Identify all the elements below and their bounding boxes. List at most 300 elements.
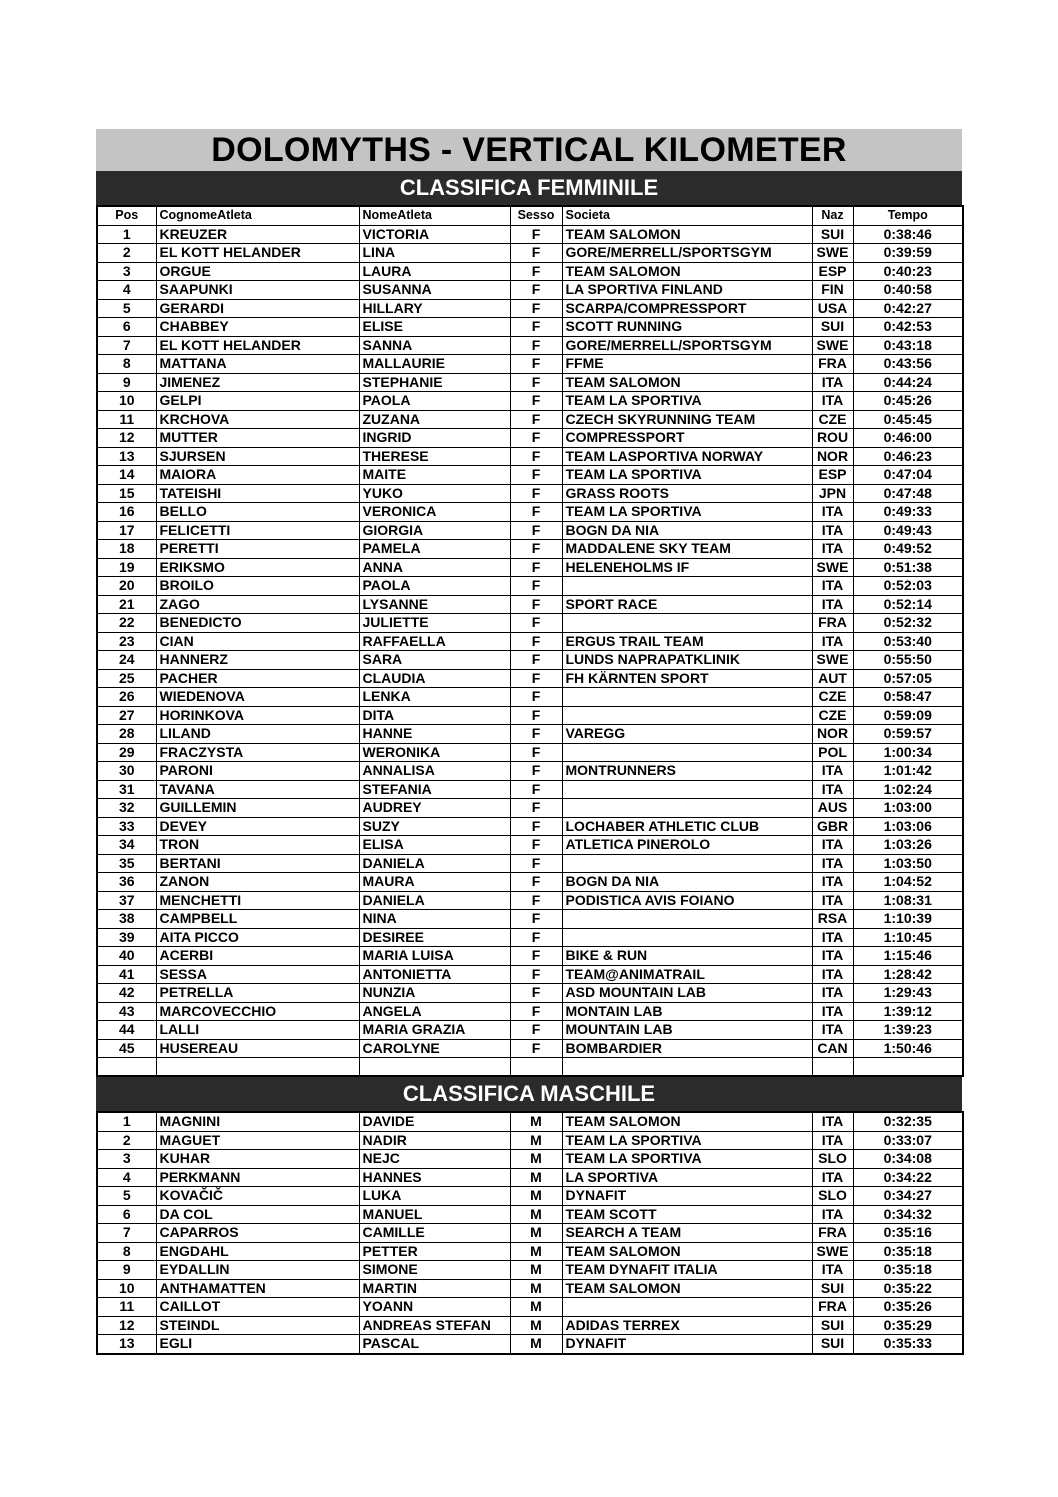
time-cell: 1:03:50 bbox=[853, 854, 963, 873]
nation-cell: NOR bbox=[812, 725, 853, 744]
time-cell: 0:43:18 bbox=[853, 336, 963, 355]
surname-cell: ZANON bbox=[156, 873, 359, 892]
surname-cell: BENEDICTO bbox=[156, 614, 359, 633]
club-cell: FH KÄRNTEN SPORT bbox=[562, 669, 812, 688]
name-cell: MARTIN bbox=[359, 1279, 510, 1298]
time-cell: 0:52:03 bbox=[853, 577, 963, 596]
nation-cell: FRA bbox=[812, 1298, 853, 1317]
sex-cell: F bbox=[510, 984, 562, 1003]
pos-cell: 39 bbox=[97, 928, 156, 947]
surname-cell: HANNERZ bbox=[156, 651, 359, 670]
club-cell: TEAM LA SPORTIVA bbox=[562, 1150, 812, 1169]
nation-cell: ESP bbox=[812, 466, 853, 485]
sex-cell: F bbox=[510, 225, 562, 244]
table-row bbox=[97, 947, 963, 966]
club-cell bbox=[562, 799, 812, 818]
table-row bbox=[97, 780, 963, 799]
nation-cell: CZE bbox=[812, 410, 853, 429]
column-header-surname: CognomeAtleta bbox=[156, 206, 359, 225]
club-cell: VAREGG bbox=[562, 725, 812, 744]
table-row bbox=[97, 1261, 963, 1280]
nation-cell: CZE bbox=[812, 706, 853, 725]
pos-cell: 42 bbox=[97, 984, 156, 1003]
sex-cell: M bbox=[510, 1316, 562, 1335]
sex-cell: M bbox=[510, 1242, 562, 1261]
nation-cell: ITA bbox=[812, 891, 853, 910]
surname-cell: MAGNINI bbox=[156, 1112, 359, 1131]
club-cell bbox=[562, 928, 812, 947]
nation-cell: ITA bbox=[812, 540, 853, 559]
table-row bbox=[97, 558, 963, 577]
pos-cell: 26 bbox=[97, 688, 156, 707]
name-cell: ZUZANA bbox=[359, 410, 510, 429]
pos-cell: 44 bbox=[97, 1021, 156, 1040]
name-cell: DAVIDE bbox=[359, 1112, 510, 1131]
club-cell bbox=[562, 688, 812, 707]
time-cell: 0:40:23 bbox=[853, 262, 963, 281]
pos-cell: 4 bbox=[97, 281, 156, 300]
club-cell: TEAM SALOMON bbox=[562, 1112, 812, 1131]
women-section-heading: CLASSIFICA FEMMINILE bbox=[96, 171, 962, 205]
nation-cell: ITA bbox=[812, 373, 853, 392]
surname-cell: CIAN bbox=[156, 632, 359, 651]
table-row bbox=[97, 373, 963, 392]
nation-cell: USA bbox=[812, 299, 853, 318]
name-cell: HANNES bbox=[359, 1168, 510, 1187]
club-cell bbox=[562, 780, 812, 799]
name-cell: HILLARY bbox=[359, 299, 510, 318]
time-cell: 0:45:26 bbox=[853, 392, 963, 411]
sex-cell: M bbox=[510, 1298, 562, 1317]
pos-cell: 37 bbox=[97, 891, 156, 910]
sex-cell: F bbox=[510, 558, 562, 577]
table-row bbox=[97, 651, 963, 670]
pos-cell: 16 bbox=[97, 503, 156, 522]
table-row bbox=[97, 928, 963, 947]
club-cell: MOUNTAIN LAB bbox=[562, 1021, 812, 1040]
nation-cell: FRA bbox=[812, 355, 853, 374]
surname-cell: CHABBEY bbox=[156, 318, 359, 337]
pos-cell: 6 bbox=[97, 318, 156, 337]
time-cell: 1:03:00 bbox=[853, 799, 963, 818]
sex-cell: F bbox=[510, 669, 562, 688]
table-row bbox=[97, 1021, 963, 1040]
nation-cell: FRA bbox=[812, 1224, 853, 1243]
time-cell: 1:39:12 bbox=[853, 1002, 963, 1021]
time-cell: 1:10:45 bbox=[853, 928, 963, 947]
time-cell: 0:42:53 bbox=[853, 318, 963, 337]
time-cell: 0:59:57 bbox=[853, 725, 963, 744]
pos-cell: 40 bbox=[97, 947, 156, 966]
sex-cell: M bbox=[510, 1150, 562, 1169]
name-cell: LAURA bbox=[359, 262, 510, 281]
club-cell: TEAM LA SPORTIVA bbox=[562, 1131, 812, 1150]
name-cell: DANIELA bbox=[359, 854, 510, 873]
name-cell: THERESE bbox=[359, 447, 510, 466]
club-cell: TEAM SCOTT bbox=[562, 1205, 812, 1224]
nation-cell: JPN bbox=[812, 484, 853, 503]
surname-cell: ORGUE bbox=[156, 262, 359, 281]
sex-cell: M bbox=[510, 1261, 562, 1280]
club-cell: TEAM SALOMON bbox=[562, 1279, 812, 1298]
surname-cell: SESSA bbox=[156, 965, 359, 984]
time-cell: 0:51:38 bbox=[853, 558, 963, 577]
surname-cell: SAAPUNKI bbox=[156, 281, 359, 300]
sex-cell: F bbox=[510, 743, 562, 762]
pos-cell: 45 bbox=[97, 1039, 156, 1058]
table-row bbox=[97, 910, 963, 929]
column-header-sex: Sesso bbox=[510, 206, 562, 225]
pos-cell: 27 bbox=[97, 706, 156, 725]
name-cell: MAITE bbox=[359, 466, 510, 485]
pos-cell: 22 bbox=[97, 614, 156, 633]
time-cell: 1:08:31 bbox=[853, 891, 963, 910]
nation-cell: SLO bbox=[812, 1187, 853, 1206]
nation-cell: ITA bbox=[812, 780, 853, 799]
surname-cell: ZAGO bbox=[156, 595, 359, 614]
club-cell: TEAM DYNAFIT ITALIA bbox=[562, 1261, 812, 1280]
table-row bbox=[97, 1205, 963, 1224]
time-cell: 0:39:59 bbox=[853, 244, 963, 263]
time-cell: 0:34:32 bbox=[853, 1205, 963, 1224]
sex-cell: F bbox=[510, 244, 562, 263]
club-cell: MONTRUNNERS bbox=[562, 762, 812, 781]
table-row bbox=[97, 1224, 963, 1243]
sex-cell: F bbox=[510, 1039, 562, 1058]
club-cell: PODISTICA AVIS FOIANO bbox=[562, 891, 812, 910]
name-cell: DITA bbox=[359, 706, 510, 725]
nation-cell: RSA bbox=[812, 910, 853, 929]
table-row bbox=[97, 1150, 963, 1169]
pos-cell: 3 bbox=[97, 262, 156, 281]
club-cell: BOGN DA NIA bbox=[562, 521, 812, 540]
surname-cell: HORINKOVA bbox=[156, 706, 359, 725]
club-cell: FFME bbox=[562, 355, 812, 374]
table-row bbox=[97, 706, 963, 725]
pos-cell: 9 bbox=[97, 373, 156, 392]
nation-cell: CAN bbox=[812, 1039, 853, 1058]
table-row bbox=[97, 632, 963, 651]
table-row bbox=[97, 1335, 963, 1354]
club-cell: GORE/MERRELL/SPORTSGYM bbox=[562, 336, 812, 355]
sex-cell: F bbox=[510, 299, 562, 318]
surname-cell: KUHAR bbox=[156, 1150, 359, 1169]
time-cell: 0:35:26 bbox=[853, 1298, 963, 1317]
sex-cell: F bbox=[510, 318, 562, 337]
time-cell: 1:28:42 bbox=[853, 965, 963, 984]
pos-cell: 15 bbox=[97, 484, 156, 503]
pos-cell: 17 bbox=[97, 521, 156, 540]
results-sheet bbox=[96, 129, 962, 1355]
pos-cell: 14 bbox=[97, 466, 156, 485]
table-row bbox=[97, 355, 963, 374]
nation-cell: ITA bbox=[812, 854, 853, 873]
table-row bbox=[97, 1168, 963, 1187]
surname-cell: PACHER bbox=[156, 669, 359, 688]
pos-cell: 8 bbox=[97, 355, 156, 374]
surname-cell: CAPARROS bbox=[156, 1224, 359, 1243]
sex-cell: F bbox=[510, 965, 562, 984]
sex-cell: F bbox=[510, 873, 562, 892]
pos-cell: 31 bbox=[97, 780, 156, 799]
nation-cell: SWE bbox=[812, 651, 853, 670]
name-cell: ANDREAS STEFAN bbox=[359, 1316, 510, 1335]
nation-cell: ITA bbox=[812, 595, 853, 614]
time-cell: 0:42:27 bbox=[853, 299, 963, 318]
sex-cell: F bbox=[510, 595, 562, 614]
nation-cell: SWE bbox=[812, 336, 853, 355]
club-cell: HELENEHOLMS IF bbox=[562, 558, 812, 577]
sex-cell: F bbox=[510, 688, 562, 707]
surname-cell: SJURSEN bbox=[156, 447, 359, 466]
table-row bbox=[97, 577, 963, 596]
nation-cell: SUI bbox=[812, 318, 853, 337]
sex-cell: F bbox=[510, 503, 562, 522]
club-cell: MADDALENE SKY TEAM bbox=[562, 540, 812, 559]
pos-cell: 12 bbox=[97, 1316, 156, 1335]
pos-cell: 13 bbox=[97, 447, 156, 466]
name-cell: STEFANIA bbox=[359, 780, 510, 799]
time-cell: 0:35:16 bbox=[853, 1224, 963, 1243]
sex-cell: M bbox=[510, 1131, 562, 1150]
surname-cell: KOVAČIČ bbox=[156, 1187, 359, 1206]
surname-cell: CAILLOT bbox=[156, 1298, 359, 1317]
men-results-table bbox=[96, 1111, 964, 1355]
pos-cell: 9 bbox=[97, 1261, 156, 1280]
pos-cell: 23 bbox=[97, 632, 156, 651]
pos-cell: 1 bbox=[97, 1112, 156, 1131]
time-cell: 0:43:56 bbox=[853, 355, 963, 374]
time-cell: 1:39:23 bbox=[853, 1021, 963, 1040]
nation-cell: CZE bbox=[812, 688, 853, 707]
time-cell: 1:29:43 bbox=[853, 984, 963, 1003]
time-cell: 0:47:48 bbox=[853, 484, 963, 503]
name-cell: NADIR bbox=[359, 1131, 510, 1150]
nation-cell: ITA bbox=[812, 984, 853, 1003]
nation-cell: SUI bbox=[812, 1335, 853, 1354]
table-header-row bbox=[97, 206, 963, 225]
pos-cell: 12 bbox=[97, 429, 156, 448]
surname-cell: PERETTI bbox=[156, 540, 359, 559]
nation-cell: ITA bbox=[812, 392, 853, 411]
surname-cell: MUTTER bbox=[156, 429, 359, 448]
surname-cell: DA COL bbox=[156, 1205, 359, 1224]
name-cell: LUKA bbox=[359, 1187, 510, 1206]
nation-cell: ITA bbox=[812, 947, 853, 966]
table-row bbox=[97, 965, 963, 984]
time-cell: 0:55:50 bbox=[853, 651, 963, 670]
name-cell: NEJC bbox=[359, 1150, 510, 1169]
sex-cell: F bbox=[510, 336, 562, 355]
table-row bbox=[97, 1298, 963, 1317]
surname-cell: EL KOTT HELANDER bbox=[156, 244, 359, 263]
time-cell: 0:45:45 bbox=[853, 410, 963, 429]
empty-cell bbox=[853, 1058, 963, 1077]
pos-cell: 1 bbox=[97, 225, 156, 244]
table-row bbox=[97, 429, 963, 448]
table-row bbox=[97, 1131, 963, 1150]
nation-cell: ITA bbox=[812, 873, 853, 892]
pos-cell: 36 bbox=[97, 873, 156, 892]
club-cell: SCOTT RUNNING bbox=[562, 318, 812, 337]
time-cell: 1:10:39 bbox=[853, 910, 963, 929]
time-cell: 1:15:46 bbox=[853, 947, 963, 966]
surname-cell: CAMPBELL bbox=[156, 910, 359, 929]
pos-cell: 33 bbox=[97, 817, 156, 836]
time-cell: 0:34:08 bbox=[853, 1150, 963, 1169]
sex-cell: F bbox=[510, 780, 562, 799]
pos-cell: 29 bbox=[97, 743, 156, 762]
women-results-body bbox=[97, 225, 963, 1076]
pos-cell: 20 bbox=[97, 577, 156, 596]
time-cell: 0:49:52 bbox=[853, 540, 963, 559]
pos-cell: 4 bbox=[97, 1168, 156, 1187]
time-cell: 0:44:24 bbox=[853, 373, 963, 392]
surname-cell: MAIORA bbox=[156, 466, 359, 485]
empty-cell bbox=[97, 1058, 156, 1077]
surname-cell: MARCOVECCHIO bbox=[156, 1002, 359, 1021]
sex-cell: F bbox=[510, 706, 562, 725]
club-cell: DYNAFIT bbox=[562, 1335, 812, 1354]
pos-cell: 2 bbox=[97, 244, 156, 263]
surname-cell: AITA PICCO bbox=[156, 928, 359, 947]
surname-cell: GELPI bbox=[156, 392, 359, 411]
nation-cell: SLO bbox=[812, 1150, 853, 1169]
name-cell: AUDREY bbox=[359, 799, 510, 818]
club-cell: TEAM LASPORTIVA NORWAY bbox=[562, 447, 812, 466]
nation-cell: NOR bbox=[812, 447, 853, 466]
name-cell: RAFFAELLA bbox=[359, 632, 510, 651]
name-cell: ELISE bbox=[359, 318, 510, 337]
table-row bbox=[97, 318, 963, 337]
name-cell: PAMELA bbox=[359, 540, 510, 559]
nation-cell: AUS bbox=[812, 799, 853, 818]
surname-cell: WIEDENOVA bbox=[156, 688, 359, 707]
pos-cell: 7 bbox=[97, 336, 156, 355]
sex-cell: F bbox=[510, 836, 562, 855]
name-cell: LINA bbox=[359, 244, 510, 263]
nation-cell: SWE bbox=[812, 558, 853, 577]
sex-cell: F bbox=[510, 540, 562, 559]
sex-cell: F bbox=[510, 910, 562, 929]
pos-cell: 8 bbox=[97, 1242, 156, 1261]
column-header-pos: Pos bbox=[97, 206, 156, 225]
nation-cell: ROU bbox=[812, 429, 853, 448]
pos-cell: 11 bbox=[97, 1298, 156, 1317]
nation-cell: ITA bbox=[812, 503, 853, 522]
pos-cell: 38 bbox=[97, 910, 156, 929]
club-cell: LA SPORTIVA bbox=[562, 1168, 812, 1187]
name-cell: MARIA GRAZIA bbox=[359, 1021, 510, 1040]
nation-cell: ITA bbox=[812, 928, 853, 947]
sex-cell: F bbox=[510, 725, 562, 744]
table-row bbox=[97, 410, 963, 429]
pos-cell: 10 bbox=[97, 1279, 156, 1298]
surname-cell: EYDALLIN bbox=[156, 1261, 359, 1280]
nation-cell: ITA bbox=[812, 965, 853, 984]
nation-cell: ITA bbox=[812, 1205, 853, 1224]
time-cell: 0:49:33 bbox=[853, 503, 963, 522]
sex-cell: M bbox=[510, 1205, 562, 1224]
surname-cell: LALLI bbox=[156, 1021, 359, 1040]
club-cell: TEAM@ANIMATRAIL bbox=[562, 965, 812, 984]
sex-cell: F bbox=[510, 854, 562, 873]
name-cell: YUKO bbox=[359, 484, 510, 503]
surname-cell: MATTANA bbox=[156, 355, 359, 374]
time-cell: 0:49:43 bbox=[853, 521, 963, 540]
club-cell: SEARCH A TEAM bbox=[562, 1224, 812, 1243]
sex-cell: F bbox=[510, 410, 562, 429]
table-row bbox=[97, 762, 963, 781]
time-cell: 0:35:33 bbox=[853, 1335, 963, 1354]
pos-cell: 6 bbox=[97, 1205, 156, 1224]
name-cell: SUSANNA bbox=[359, 281, 510, 300]
name-cell: VERONICA bbox=[359, 503, 510, 522]
surname-cell: PARONI bbox=[156, 762, 359, 781]
name-cell: NUNZIA bbox=[359, 984, 510, 1003]
name-cell: MARIA LUISA bbox=[359, 947, 510, 966]
club-cell: COMPRESSPORT bbox=[562, 429, 812, 448]
table-row bbox=[97, 1242, 963, 1261]
surname-cell: TRON bbox=[156, 836, 359, 855]
nation-cell: SUI bbox=[812, 225, 853, 244]
pos-cell: 30 bbox=[97, 762, 156, 781]
table-row bbox=[97, 484, 963, 503]
name-cell: INGRID bbox=[359, 429, 510, 448]
name-cell: PETTER bbox=[359, 1242, 510, 1261]
surname-cell: KREUZER bbox=[156, 225, 359, 244]
table-row bbox=[97, 688, 963, 707]
table-row bbox=[97, 669, 963, 688]
table-row bbox=[97, 392, 963, 411]
club-cell: TEAM SALOMON bbox=[562, 1242, 812, 1261]
table-row bbox=[97, 466, 963, 485]
time-cell: 0:35:29 bbox=[853, 1316, 963, 1335]
time-cell: 0:32:35 bbox=[853, 1112, 963, 1131]
empty-cell bbox=[510, 1058, 562, 1077]
name-cell: SUZY bbox=[359, 817, 510, 836]
table-row bbox=[97, 817, 963, 836]
club-cell: TEAM SALOMON bbox=[562, 262, 812, 281]
column-header-name: NomeAtleta bbox=[359, 206, 510, 225]
surname-cell: ENGDAHL bbox=[156, 1242, 359, 1261]
time-cell: 0:59:09 bbox=[853, 706, 963, 725]
club-cell: BOMBARDIER bbox=[562, 1039, 812, 1058]
nation-cell: ITA bbox=[812, 521, 853, 540]
name-cell: GIORGIA bbox=[359, 521, 510, 540]
name-cell: DANIELA bbox=[359, 891, 510, 910]
club-cell: ERGUS TRAIL TEAM bbox=[562, 632, 812, 651]
nation-cell: ITA bbox=[812, 1112, 853, 1131]
name-cell: MAURA bbox=[359, 873, 510, 892]
club-cell: ASD MOUNTAIN LAB bbox=[562, 984, 812, 1003]
surname-cell: JIMENEZ bbox=[156, 373, 359, 392]
time-cell: 0:52:14 bbox=[853, 595, 963, 614]
club-cell: BOGN DA NIA bbox=[562, 873, 812, 892]
table-row bbox=[97, 262, 963, 281]
nation-cell: SUI bbox=[812, 1279, 853, 1298]
empty-cell bbox=[562, 1058, 812, 1077]
surname-cell: BERTANI bbox=[156, 854, 359, 873]
surname-cell: EL KOTT HELANDER bbox=[156, 336, 359, 355]
pos-cell: 24 bbox=[97, 651, 156, 670]
name-cell: PASCAL bbox=[359, 1335, 510, 1354]
time-cell: 0:46:00 bbox=[853, 429, 963, 448]
time-cell: 0:33:07 bbox=[853, 1131, 963, 1150]
name-cell: NINA bbox=[359, 910, 510, 929]
time-cell: 0:53:40 bbox=[853, 632, 963, 651]
club-cell: TEAM LA SPORTIVA bbox=[562, 503, 812, 522]
